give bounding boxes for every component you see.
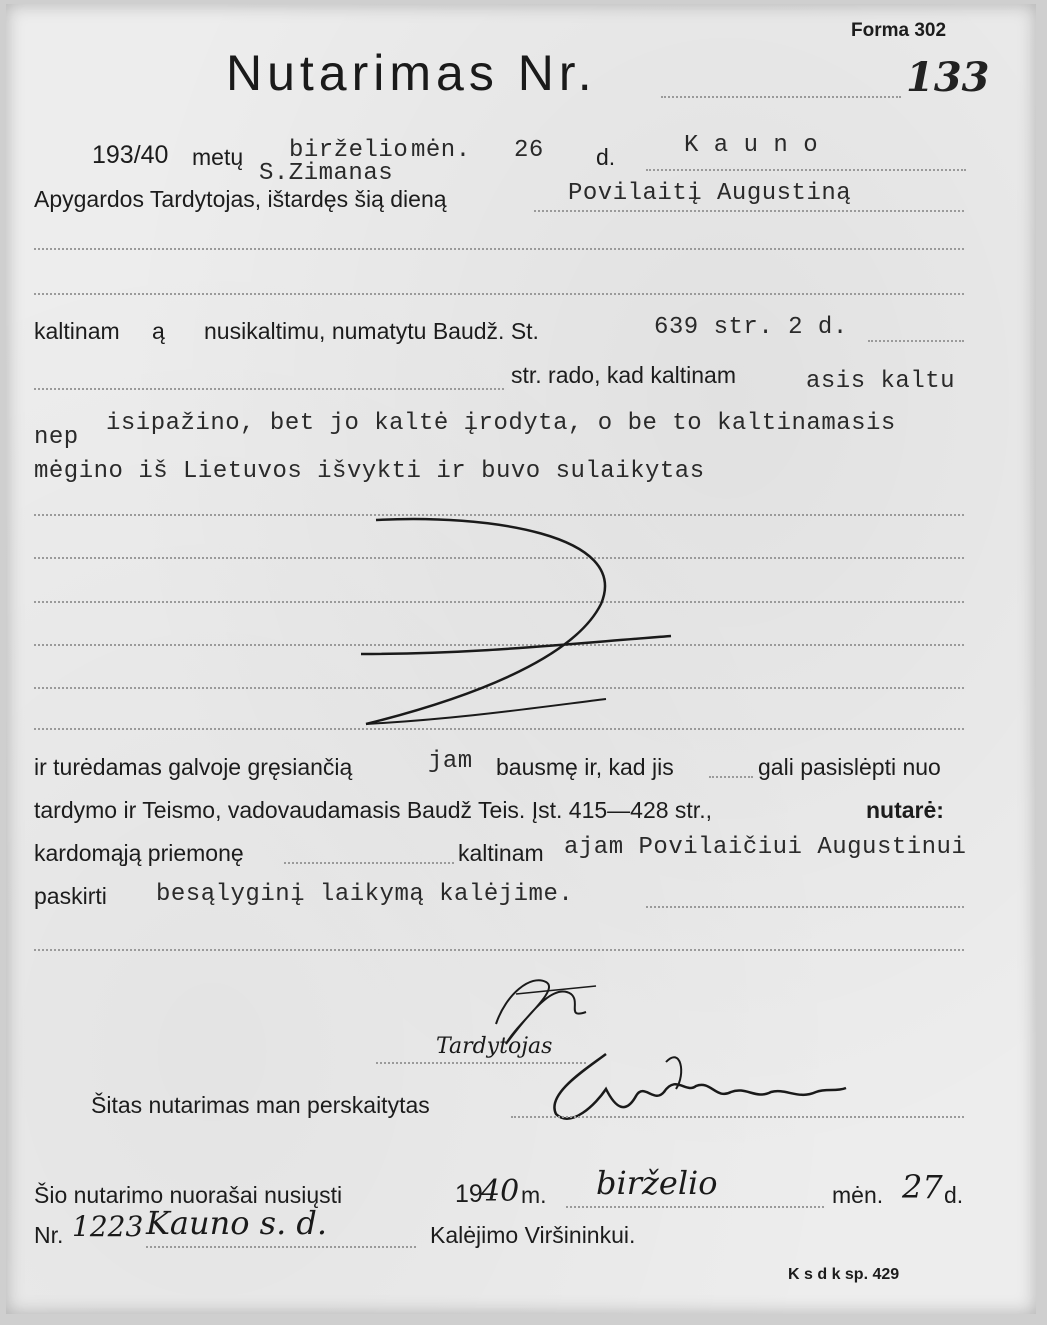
prison-head-label: Kalėjimo Viršininkui. (430, 1222, 636, 1248)
jam-value: jam (428, 748, 473, 775)
nr-dots (146, 1246, 416, 1248)
blank-line-9 (34, 949, 964, 951)
finding-line-2: mėgino iš Lietuvos išvykti ir buvo sulaikytas (34, 458, 705, 485)
men-label: mėn. (411, 137, 471, 164)
decision-line-1b: bausmę ir, kad jis (496, 754, 674, 780)
copies-year-print: 19 (455, 1180, 483, 1208)
assign-label: paskirti (34, 883, 107, 909)
investigator-label: Apygardos Tardytojas, ištardęs šią dieną (34, 186, 447, 212)
day-value: 26 (514, 137, 544, 164)
printer-mark: K s d k sp. 429 (788, 1266, 900, 1283)
investigator-title: Tardytojas (436, 1034, 553, 1059)
d-label: d. (596, 144, 616, 170)
line2-dots (534, 210, 964, 212)
finding-line-1: isipažino, bet jo kaltė įrodyta, o be to kaltinamasis (106, 410, 896, 437)
nr-number-hand: 1223 (72, 1210, 144, 1243)
document-page (6, 4, 1036, 1314)
line10-dots (646, 906, 964, 908)
year-value: 193/40 (92, 141, 169, 169)
decided-label: nutarė: (866, 797, 944, 823)
month-value: birželio (289, 137, 409, 164)
decision-line-1a: ir turėdamas galvoje gręsiančią (34, 754, 353, 780)
accused-dative: ajam Povilaičiui Augustinui (564, 834, 967, 861)
measure-label: kardomąją priemonę (34, 840, 244, 866)
form-number-label: Forma 302 (851, 20, 947, 41)
measure-value: besąlyginį laikymą kalėjime. (156, 881, 574, 908)
copies-month-dots (566, 1206, 824, 1208)
kaltinam-suffix: ą (152, 318, 165, 344)
accused-signature (536, 1034, 856, 1134)
jis-dots (709, 776, 753, 778)
kaltinam-label-2: kaltinam (458, 840, 544, 866)
line3-dots (868, 340, 964, 342)
copies-d-label: d. (944, 1182, 964, 1208)
copies-day-hand: 27 (902, 1168, 943, 1206)
measure-dots (284, 862, 454, 864)
document-number: 133 (906, 54, 990, 101)
copies-men-label: mėn. (832, 1182, 884, 1208)
copies-year-hand: 40 (481, 1174, 520, 1209)
strike-mark (336, 504, 696, 744)
investigator-name: S.Zimanas (259, 160, 394, 187)
article-value: 639 str. 2 d. (654, 314, 848, 341)
charge-text: nusikaltimu, numatytu Baudž. St. (204, 318, 539, 344)
line4-dots (34, 388, 504, 390)
accused-name: Povilaitį Augustiną (568, 180, 852, 207)
blank-line-2 (34, 293, 964, 295)
document-title: Nutarimas Nr. (226, 45, 597, 101)
blank-line-1 (34, 248, 964, 250)
copies-month-hand: birželio (596, 1164, 718, 1202)
city-value: K a u n o (684, 132, 819, 159)
decision-line-2: tardymo ir Teismo, vadovaudamasis Baudž Teis. Įst. 415—428 str., (34, 797, 712, 823)
nr-label: Nr. (34, 1222, 64, 1248)
kaltinam-label: kaltinam (34, 318, 120, 344)
copies-label: Šio nutarimo nuorašai nusiųsti (34, 1182, 343, 1208)
line1-dots (646, 169, 966, 171)
read-statement: Šitas nutarimas man perskaitytas (91, 1092, 430, 1118)
read-dots (511, 1116, 964, 1118)
guilty-text: asis kaltu (806, 368, 956, 395)
nr-place-hand: Kauno s. d. (146, 1204, 328, 1242)
copies-m-label: m. (521, 1182, 547, 1208)
decision-line-1c: gali pasislėpti nuo (758, 754, 941, 780)
metu-label: metų (192, 144, 244, 170)
found-text: str. rado, kad kaltinam (511, 362, 736, 388)
not-prefix: nep (34, 424, 79, 451)
title-dotted-line (661, 96, 901, 98)
